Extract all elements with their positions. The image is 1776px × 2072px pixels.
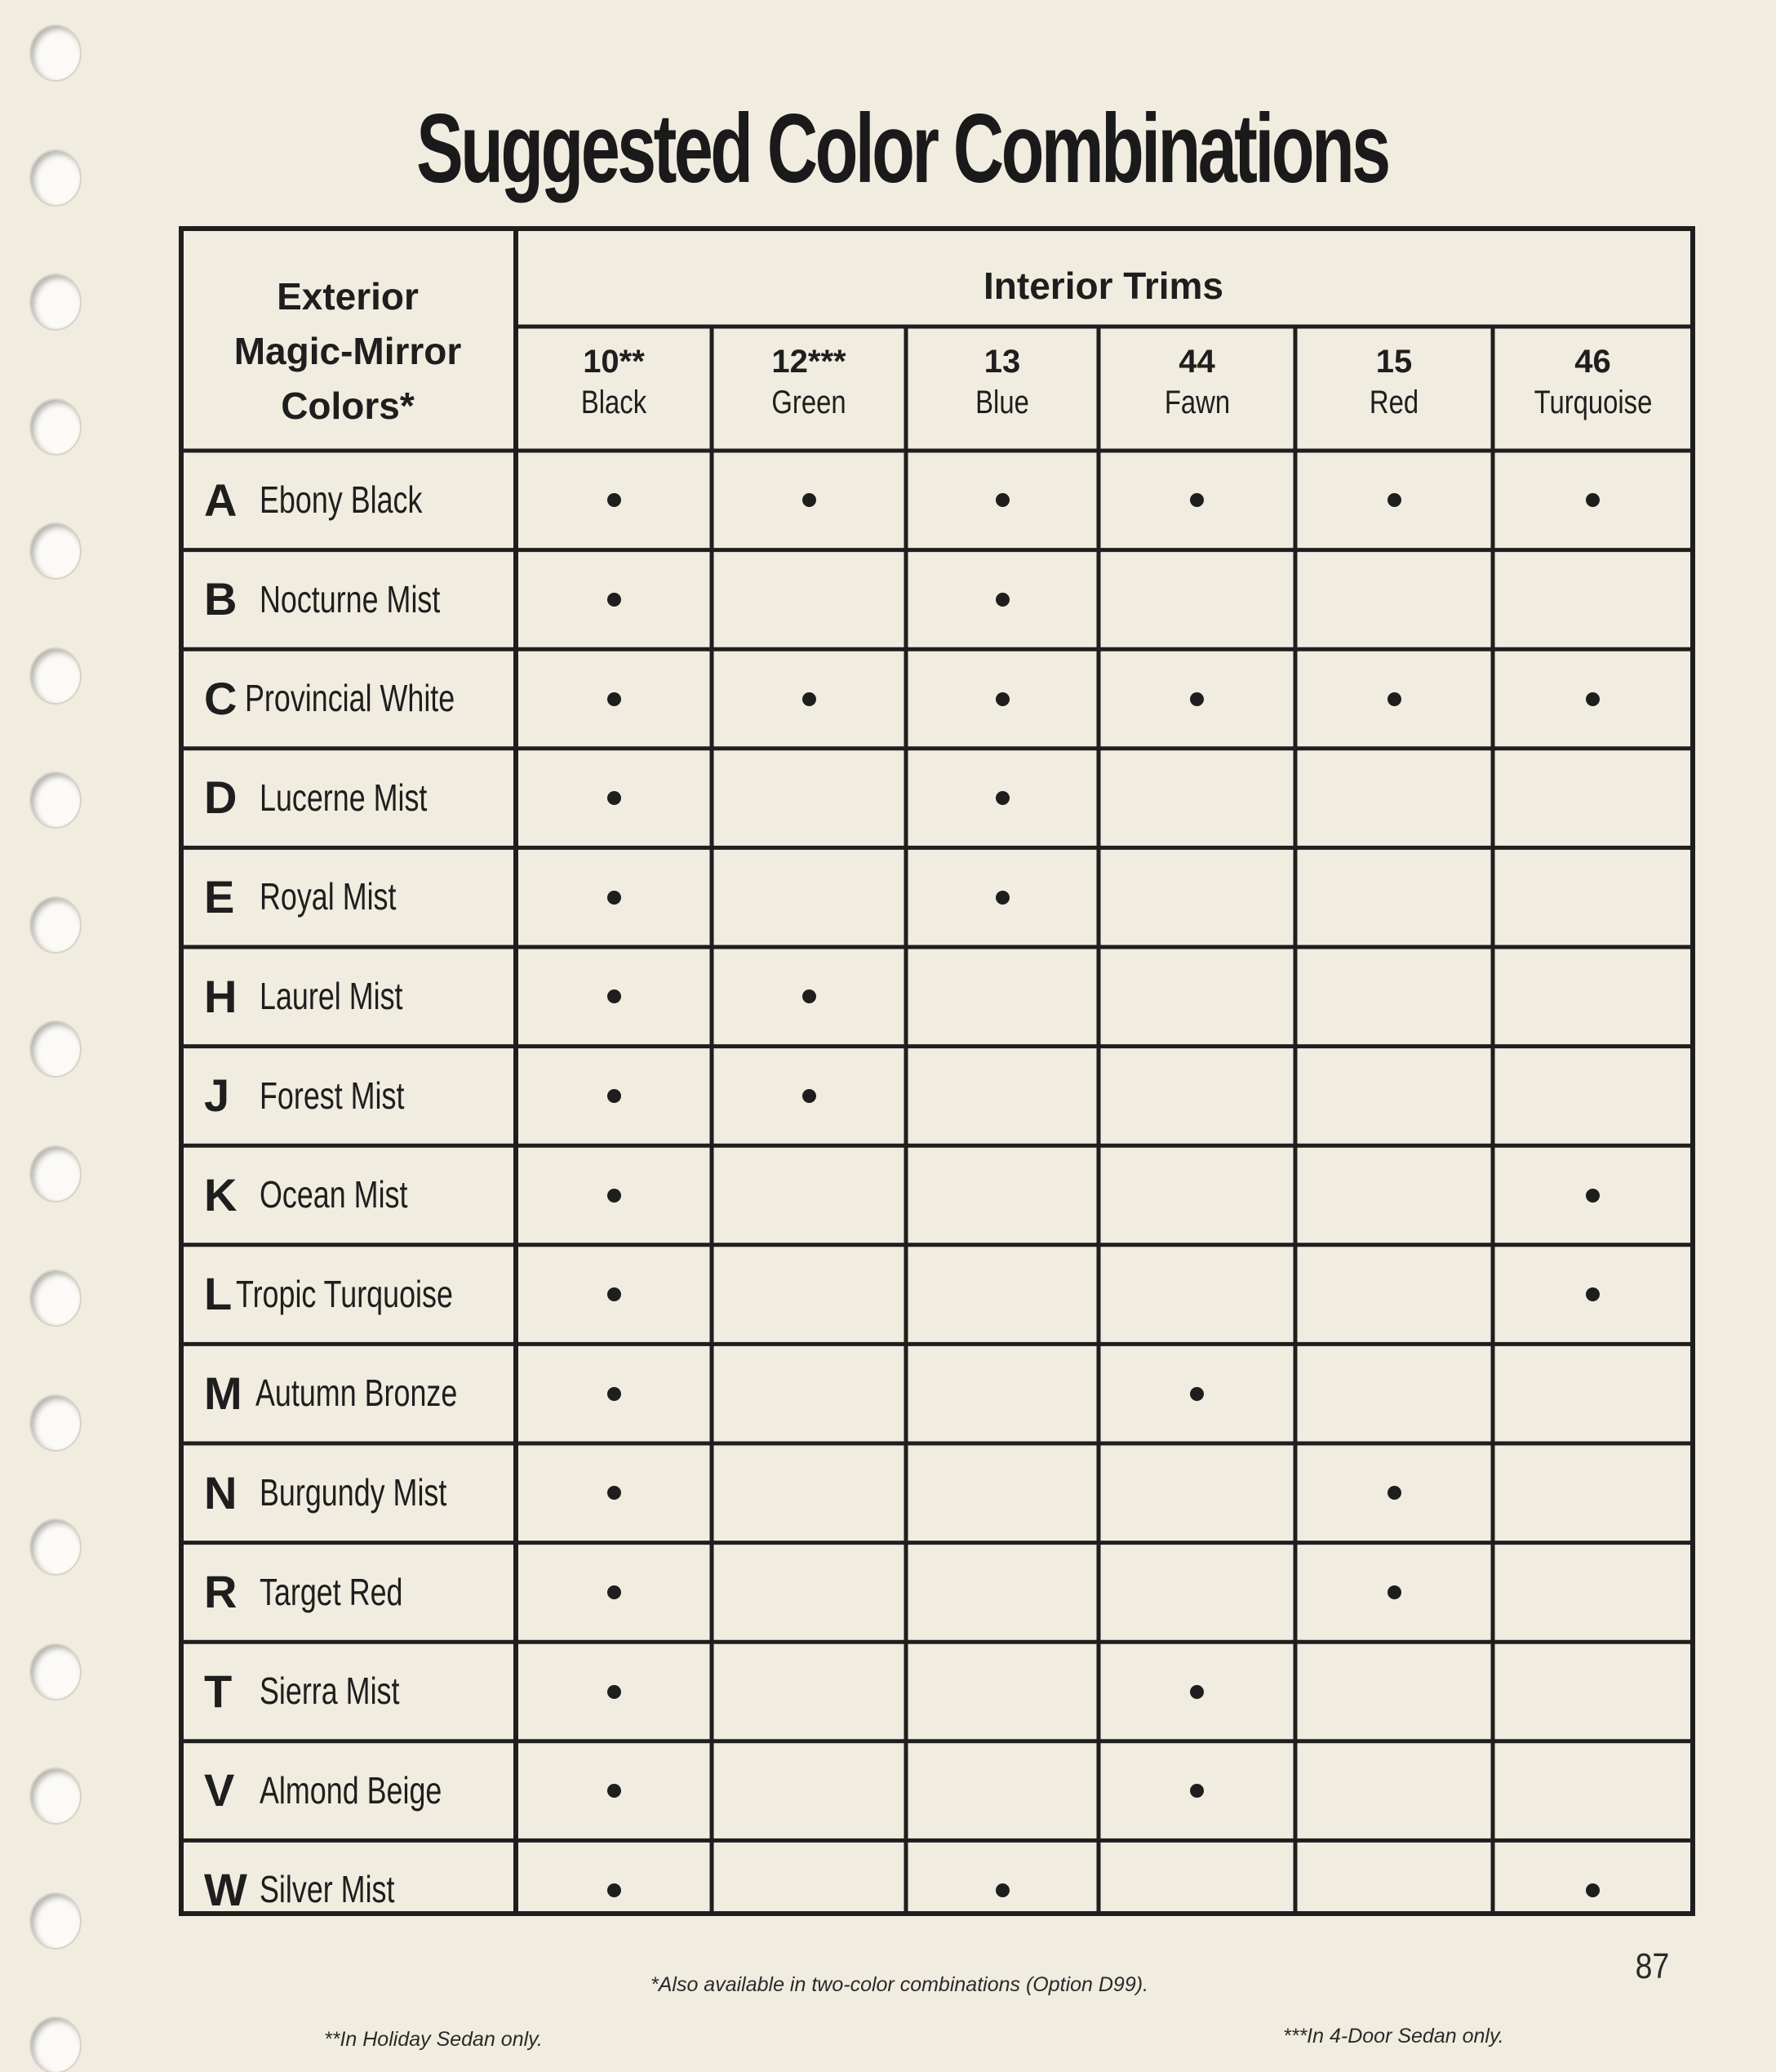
color-code: L — [204, 1268, 233, 1320]
color-name: Silver Mist — [260, 1868, 395, 1911]
color-name: Burgundy Mist — [260, 1471, 447, 1514]
color-code: H — [204, 970, 238, 1022]
availability-dot — [1586, 1189, 1600, 1203]
color-code: W — [204, 1863, 247, 1915]
color-code: K — [204, 1168, 238, 1221]
exterior-color-row — [204, 451, 514, 549]
availability-dot — [607, 1585, 621, 1599]
exterior-color-row — [204, 1840, 514, 1938]
interior-trims-header: Interior Trims — [983, 265, 1223, 307]
page-title: Suggested Color Combinations — [416, 94, 1388, 203]
footnote-four-door-sedan: ***In 4-Door Sedan only. — [1283, 2025, 1504, 2048]
color-name: Laurel Mist — [260, 975, 403, 1017]
availability-dot — [607, 989, 621, 1003]
page-number: 87 — [1635, 1946, 1670, 1986]
exterior-header-line-2: Magic-Mirror — [233, 330, 462, 372]
exterior-color-row — [204, 550, 514, 648]
availability-dot — [1388, 1585, 1401, 1599]
color-code: D — [204, 771, 238, 824]
availability-dot — [802, 493, 816, 507]
availability-dot — [996, 493, 1010, 507]
availability-dot — [996, 891, 1010, 905]
availability-dot — [607, 1089, 621, 1103]
exterior-color-row — [204, 1543, 514, 1641]
trim-name: Green — [771, 385, 846, 420]
exterior-header-line-1: Exterior — [277, 275, 419, 318]
color-code: R — [204, 1566, 238, 1618]
availability-dot — [607, 1387, 621, 1401]
trim-header-green — [711, 341, 907, 423]
footnote-two-color: *Also available in two-color combinations (Option D99). — [650, 1973, 1149, 1996]
trim-header-turquoise — [1495, 341, 1691, 423]
color-code: E — [204, 870, 235, 923]
availability-dot — [607, 593, 621, 607]
trim-name: Blue — [975, 385, 1029, 420]
color-name: Lucerne Mist — [260, 776, 428, 819]
color-name: Forest Mist — [260, 1074, 405, 1117]
availability-dot — [607, 692, 621, 706]
color-name: Ocean Mist — [260, 1173, 408, 1216]
exterior-color-row — [204, 947, 514, 1045]
color-name: Ebony Black — [260, 478, 423, 521]
availability-dot — [607, 1287, 621, 1301]
color-name: Nocturne Mist — [260, 577, 441, 620]
exterior-color-row — [204, 1145, 514, 1243]
exterior-color-row — [204, 1642, 514, 1740]
availability-dot — [996, 593, 1010, 607]
availability-dot — [996, 791, 1010, 805]
color-name: Sierra Mist — [260, 1670, 400, 1713]
trim-header-blue — [904, 341, 1100, 423]
color-code: A — [204, 474, 238, 526]
availability-dot — [1190, 692, 1204, 706]
color-name: Autumn Bronze — [255, 1372, 458, 1415]
exterior-color-row — [204, 749, 514, 847]
availability-dot — [1190, 1784, 1204, 1798]
trim-header-black — [516, 341, 712, 423]
color-code: C — [204, 672, 238, 724]
exterior-color-row — [204, 649, 514, 747]
color-name: Almond Beige — [260, 1768, 442, 1812]
trim-number: 15 — [1375, 344, 1413, 380]
color-name: Provincial White — [245, 677, 455, 720]
color-code: B — [204, 573, 238, 625]
color-code: T — [204, 1665, 233, 1717]
trim-name: Black — [580, 385, 647, 420]
trim-header-fawn — [1099, 341, 1295, 423]
availability-dot — [996, 692, 1010, 706]
availability-dot — [802, 692, 816, 706]
footnote-holiday-sedan: **In Holiday Sedan only. — [324, 2028, 543, 2051]
trim-number: 44 — [1179, 344, 1215, 380]
exterior-color-row — [204, 1047, 514, 1145]
exterior-color-row — [204, 1245, 514, 1343]
color-code: J — [204, 1069, 230, 1122]
availability-dot — [802, 989, 816, 1003]
availability-dot — [607, 1486, 621, 1500]
color-name: Royal Mist — [260, 875, 397, 918]
exterior-colors-header — [181, 269, 514, 434]
trim-number: 12*** — [771, 344, 846, 380]
availability-dot — [1586, 692, 1600, 706]
availability-dot — [1388, 692, 1401, 706]
color-name: Tropic Turquoise — [236, 1272, 454, 1315]
availability-dot — [1190, 1685, 1204, 1699]
color-name: Target Red — [260, 1570, 403, 1613]
availability-dot — [607, 493, 621, 507]
color-code: V — [204, 1764, 235, 1816]
trim-name: Red — [1369, 385, 1419, 420]
availability-dot — [607, 891, 621, 905]
trim-name: Turquoise — [1534, 385, 1652, 420]
availability-dot — [802, 1089, 816, 1103]
trim-number: 13 — [983, 344, 1021, 380]
exterior-color-row — [204, 847, 514, 945]
availability-dot — [1388, 493, 1401, 507]
exterior-color-row — [204, 1741, 514, 1839]
trim-number: 46 — [1574, 344, 1611, 380]
trim-header-red — [1296, 341, 1492, 423]
availability-dot — [1586, 1287, 1600, 1301]
trim-name: Fawn — [1164, 385, 1230, 420]
availability-dot — [1388, 1486, 1401, 1500]
availability-dot — [996, 1883, 1010, 1897]
availability-dot — [1190, 1387, 1204, 1401]
availability-dot — [1586, 1883, 1600, 1897]
availability-dot — [607, 1685, 621, 1699]
availability-dot — [607, 1784, 621, 1798]
availability-dot — [607, 791, 621, 805]
trim-number: 10** — [583, 344, 645, 380]
exterior-color-row — [204, 1344, 514, 1442]
availability-dot — [607, 1883, 621, 1897]
availability-dot — [607, 1189, 621, 1203]
exterior-header-line-3: Colors* — [281, 385, 415, 427]
exterior-color-row — [204, 1443, 514, 1541]
color-code: M — [204, 1367, 242, 1419]
color-code: N — [204, 1466, 238, 1518]
